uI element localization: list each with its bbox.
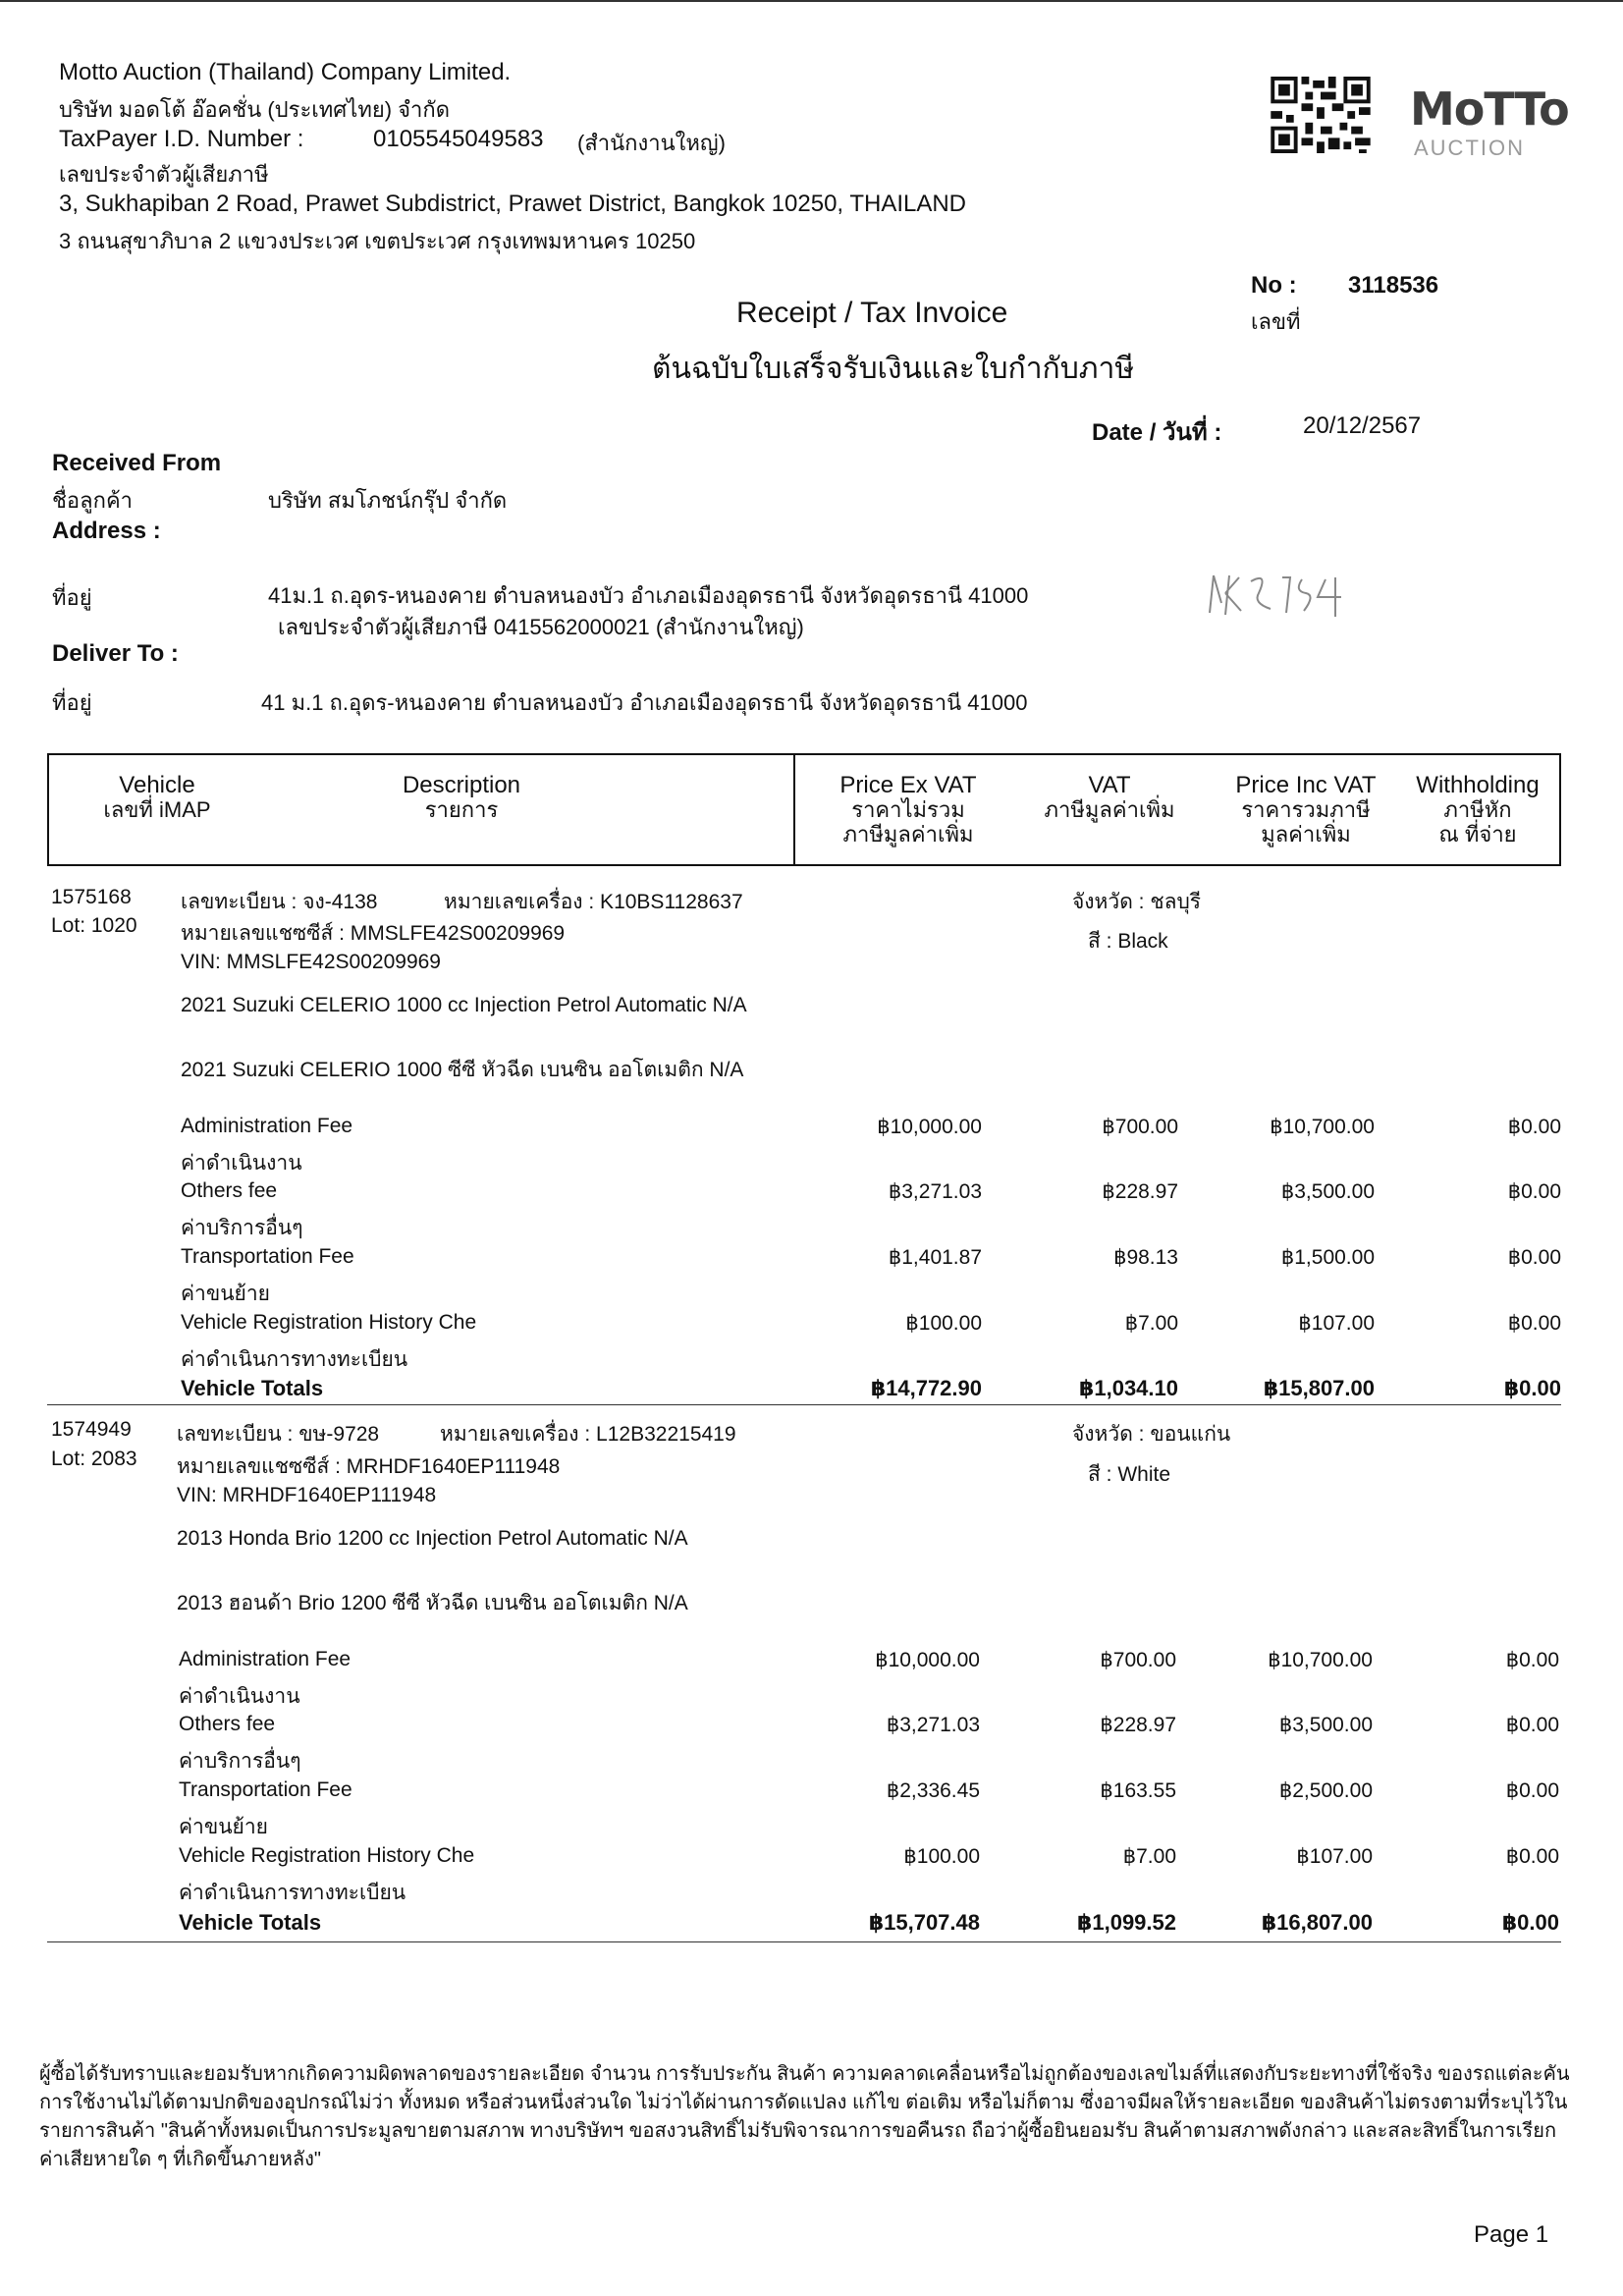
total-price-ex: ฿15,707.48 [868,1910,980,1935]
motto-logo-sub: AUCTION [1414,136,1525,160]
fee-vat: ฿228.97 [1100,1714,1176,1736]
col-withholding: Withholding ภาษีหัก ณ ที่จ่าย [1416,772,1540,847]
fee-name: Transportation Fee [179,1778,352,1801]
fee-price-ex: ฿3,271.03 [886,1714,980,1736]
fee-name-th: ค่าบริการอื่นๆ [179,1750,301,1773]
col-description: Description รายการ [402,772,521,822]
color: สี : Black [1088,930,1168,953]
doc-no-value: 3118536 [1348,272,1439,299]
taxpayer-id: 0105545049583 [373,126,544,152]
fee-price-inc: ฿107.00 [1298,1312,1375,1335]
imap-number: 1575168 [51,886,132,908]
address-label: Address : [52,518,161,544]
fee-price-ex: ฿10,000.00 [875,1649,980,1671]
taxpayer-branch: (สำนักงานใหญ่) [577,131,726,155]
plate: เลขทะเบียน : จง-4138 [181,891,378,913]
fee-withholding: ฿0.00 [1507,1180,1561,1203]
fee-vat: ฿163.55 [1100,1779,1176,1802]
total-price-ex: ฿14,772.90 [870,1376,982,1400]
fee-withholding: ฿0.00 [1507,1312,1561,1335]
fee-price-ex: ฿10,000.00 [877,1116,982,1138]
fee-price-ex: ฿100.00 [905,1312,982,1335]
table-header [47,753,1561,866]
col-vat: VAT ภาษีมูลค่าเพิ่ม [1044,772,1175,822]
plate: เลขทะเบียน : ขษ-9728 [177,1423,380,1446]
total-price-inc: ฿15,807.00 [1263,1376,1375,1400]
company-name-en: Motto Auction (Thailand) Company Limited. [59,59,512,85]
fee-vat: ฿7.00 [1124,1312,1178,1335]
doc-no-label: No : [1251,272,1297,299]
col-price-ex-vat: Price Ex VAT ราคาไม่รวม ภาษีมูลค่าเพิ่ม [839,772,977,847]
lot-number: Lot: 2083 [51,1448,137,1470]
doc-no-label-th: เลขที่ [1251,309,1301,334]
date-label: Date / วันที่ : [1092,419,1222,446]
deliver-to-label: Deliver To : [52,640,179,667]
page-number: Page 1 [1474,2221,1549,2248]
fee-price-ex: ฿3,271.03 [888,1180,982,1203]
fee-name: Vehicle Registration History Che [179,1844,475,1867]
fee-price-inc: ฿107.00 [1296,1845,1373,1868]
taxpayer-label: TaxPayer I.D. Number : [59,126,304,152]
total-withholding: ฿0.00 [1503,1376,1561,1400]
footer-disclaimer: ผู้ซื้อได้รับทราบและยอมรับหากเกิดความผิดพลาดของรายละเอียด จำนวน การรับประกัน สินค้า ความคลาดเคลื่อนหรือไม่ถูกต้องของเลขไมล์ที่แสดงกับระยะทางที่ใช้จริง ของรถแต่ละคัน การใช้งานไม่ได้ตามปกติของอุปกรณ์ไม่ว่า ทั้งหมด หรือส่วนหนึ่งส่วนใด ไม่ว่าได้ผ่านการดัดแปลง แก้ไข ต่อเติม หรือไม่ก็ตาม ซึ่งอาจมีผลให้รายละเอียด ของสินค้าไม่ตรงตามที่ระบุไว้ใน รายการสินค้า "สินค้าทั้งหมดเป็นการประมูลขายตามสภาพ ทางบริษัทฯ ขอสงวนสิทธิ์ไม่รับพิจารณาการขอคืนรถ ถือว่าผู้ซื้อยินยอมรับ สินค้าตามสภาพดังกล่าว และสละสิทธิ์ในการเรียกค่าเสียหายใด ๆ ที่เกิดขึ้นภายหลัง" [39,2063,1570,2170]
total-price-inc: ฿16,807.00 [1261,1910,1373,1935]
deliver-address-label-th: ที่อยู่ [52,690,92,715]
fee-withholding: ฿0.00 [1507,1116,1561,1138]
fee-name-th: ค่าขนย้าย [181,1283,270,1305]
fee-withholding: ฿0.00 [1505,1714,1559,1736]
header-divider [793,755,795,864]
vehicle-totals-label: Vehicle Totals [179,1910,322,1935]
fee-price-inc: ฿2,500.00 [1278,1779,1373,1802]
description-th: 2013 ฮอนด้า Brio 1200 ซีซี หัวฉีด เบนซิน ออโตเมติก N/A [177,1592,688,1614]
customer-address: 41ม.1 ถ.อุดร-หนองคาย ตำบลหนองบัว อำเภอเมืองอุดรธานี จังหวัดอุดรธานี 41000 [268,583,1029,608]
customer-name: บริษัท สมโภชน์กรุ๊ป จำกัด [268,488,508,513]
document-title-th: ต้นฉบับใบเสร็จรับเงินและใบกำกับภาษี [652,353,1135,385]
fee-price-inc: ฿1,500.00 [1280,1246,1375,1269]
received-from-label: Received From [52,450,222,476]
fee-name: Administration Fee [181,1115,353,1137]
col-vehicle: Vehicle เลขที่ iMAP [103,772,211,822]
fee-name: Vehicle Registration History Che [181,1311,477,1334]
fee-withholding: ฿0.00 [1505,1779,1559,1802]
fee-name-th: ค่าดำเนินการทางทะเบียน [181,1348,408,1371]
fee-name: Others fee [181,1179,278,1202]
total-vat: ฿1,099.52 [1077,1910,1176,1935]
fee-vat: ฿700.00 [1100,1649,1176,1671]
date-value: 20/12/2567 [1303,412,1422,439]
customer-tax-id: เลขประจำตัวผู้เสียภาษี 0415562000021 (สำนักงานใหญ่) [278,615,804,639]
lot-number: Lot: 1020 [51,914,137,937]
company-address-en: 3, Sukhapiban 2 Road, Prawet Subdistrict, Prawet District, Bangkok 10250, THAILAND [59,191,967,217]
taxpayer-label-th: เลขประจำตัวผู้เสียภาษี [59,162,269,187]
document-title: Receipt / Tax Invoice [736,297,1008,329]
province: จังหวัด : ชลบุรี [1072,891,1202,913]
description-th: 2021 Suzuki CELERIO 1000 ซีซี หัวฉีด เบนซิน ออโตเมติก N/A [181,1059,744,1081]
address-label-th: ที่อยู่ [52,585,92,610]
fee-name-th: ค่าดำเนินการทางทะเบียน [179,1882,406,1904]
fee-vat: ฿700.00 [1102,1116,1178,1138]
fee-price-inc: ฿3,500.00 [1280,1180,1375,1203]
fee-name: Transportation Fee [181,1245,354,1268]
engine-number: หมายเลขเครื่อง : L12B32215419 [440,1423,736,1446]
total-withholding: ฿0.00 [1501,1910,1559,1935]
table-bottom-rule [47,1941,1561,1942]
qr-code-icon [1270,77,1372,153]
description-en: 2013 Honda Brio 1200 cc Injection Petrol Automatic N/A [177,1527,688,1550]
customer-name-label: ชื่อลูกค้า [52,488,134,513]
col-price-inc-vat: Price Inc VAT ราคารวมภาษี มูลค่าเพิ่ม [1235,772,1377,847]
color: สี : White [1088,1463,1170,1486]
vin: VIN: MRHDF1640EP111948 [177,1484,437,1506]
engine-number: หมายเลขเครื่อง : K10BS1128637 [444,891,743,913]
fee-price-ex: ฿1,401.87 [888,1246,982,1269]
fee-price-ex: ฿100.00 [903,1845,980,1868]
fee-price-inc: ฿3,500.00 [1278,1714,1373,1736]
vehicle-totals-label: Vehicle Totals [181,1376,324,1400]
fee-price-inc: ฿10,700.00 [1270,1116,1375,1138]
motto-logo: MoTTo [1410,82,1569,136]
fee-withholding: ฿0.00 [1507,1246,1561,1269]
description-en: 2021 Suzuki CELERIO 1000 cc Injection Petrol Automatic N/A [181,994,747,1016]
fee-vat: ฿98.13 [1113,1246,1178,1269]
handwritten-note [1200,564,1367,623]
chassis-number: หมายเลขแชซซีส์ : MRHDF1640EP111948 [177,1455,561,1478]
fee-price-inc: ฿10,700.00 [1268,1649,1373,1671]
imap-number: 1574949 [51,1418,132,1441]
fee-name-th: ค่าดำเนินงาน [181,1152,302,1175]
fee-name-th: ค่าขนย้าย [179,1816,268,1838]
province: จังหวัด : ขอนแก่น [1072,1423,1231,1446]
total-vat: ฿1,034.10 [1079,1376,1178,1400]
vehicle-separator [47,1404,1561,1405]
fee-withholding: ฿0.00 [1505,1649,1559,1671]
deliver-address: 41 ม.1 ถ.อุดร-หนองคาย ตำบลหนองบัว อำเภอเมืองอุดรธานี จังหวัดอุดรธานี 41000 [261,690,1028,715]
fee-vat: ฿228.97 [1102,1180,1178,1203]
fee-name: Administration Fee [179,1648,352,1670]
company-name-th: บริษัท มอดโต้ อ๊อคชั่น (ประเทศไทย) จำกัด [59,97,450,122]
vin: VIN: MMSLFE42S00209969 [181,951,441,973]
chassis-number: หมายเลขแชซซีส์ : MMSLFE42S00209969 [181,922,566,945]
fee-name-th: ค่าดำเนินงาน [179,1685,300,1708]
fee-price-ex: ฿2,336.45 [886,1779,980,1802]
company-address-th: 3 ถนนสุขาภิบาล 2 แขวงประเวศ เขตประเวศ กรุงเทพมหานคร 10250 [59,229,696,253]
fee-name: Others fee [179,1713,276,1735]
fee-vat: ฿7.00 [1122,1845,1176,1868]
fee-name-th: ค่าบริการอื่นๆ [181,1217,303,1239]
fee-withholding: ฿0.00 [1505,1845,1559,1868]
